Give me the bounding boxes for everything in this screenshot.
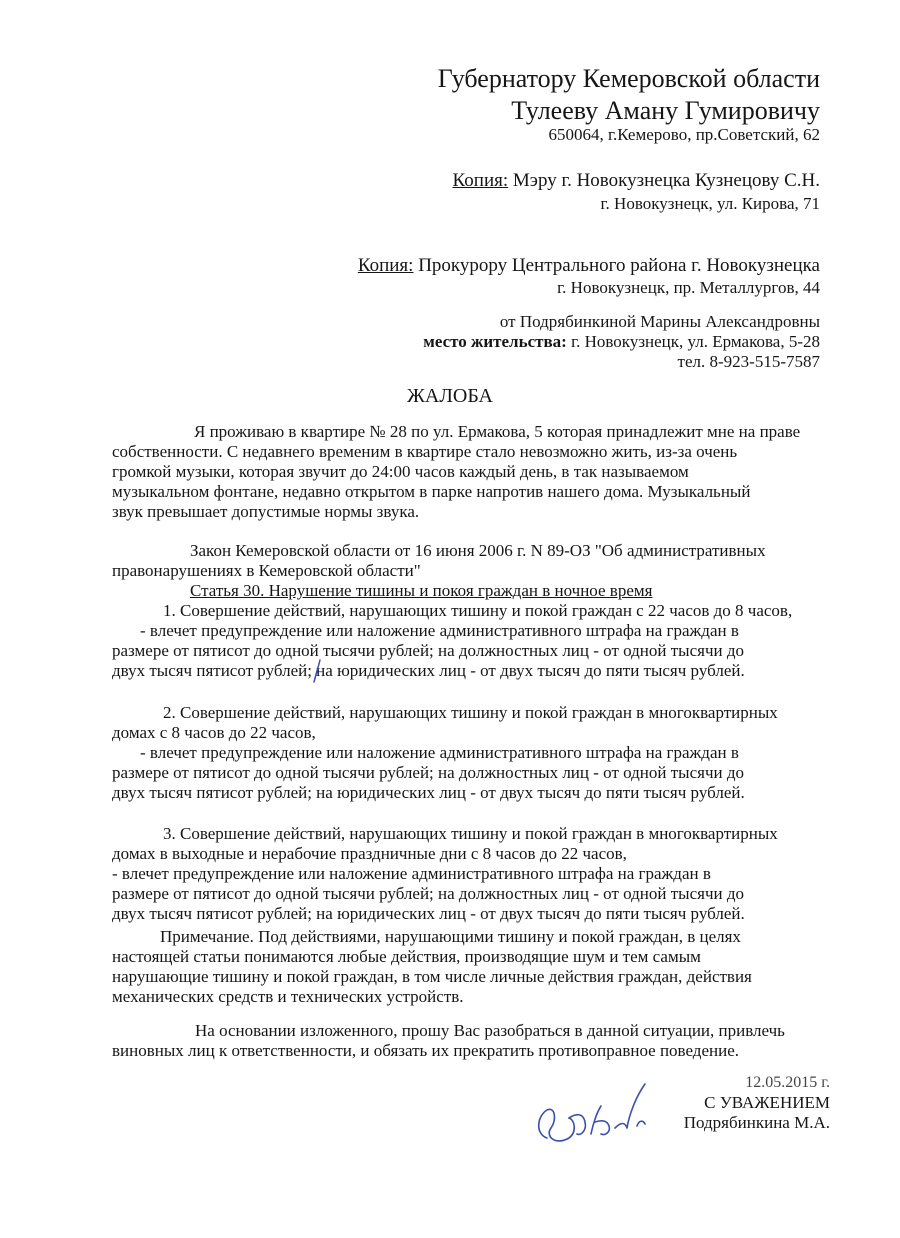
addressee-line1: Губернатору Кемеровской области (437, 64, 820, 93)
copy1-text: Мэру г. Новокузнецка Кузнецову С.Н. (508, 170, 820, 191)
request-line: На основании изложенного, прошу Вас разобраться в данной ситуации, привлечь (195, 1021, 785, 1040)
point1-line: - влечет предупреждение или наложение административного штрафа на граждан в (140, 621, 739, 640)
point1-line: 1. Совершение действий, нарушающих тишину и покой граждан с 22 часов до 8 часов, (163, 601, 793, 620)
paragraph1-line: звук превышает допустимые нормы звука. (112, 502, 420, 521)
signature-icon (525, 1076, 665, 1156)
paragraph1-line: музыкальном фонтане, недавно открытом в парке напротив нашего дома. Музыкальный (112, 482, 751, 501)
copy2-text: Прокурору Центрального района г. Новокузнецка (413, 255, 820, 276)
residence-line (423, 332, 820, 352)
note-line: механических средств и технических устройств. (112, 987, 464, 1006)
residence-text: г. Новокузнецк, ул. Ермакова, 5-28 (566, 332, 820, 351)
note-line: нарушающие тишину и покой граждан, в том числе личные действия граждан, действия (112, 967, 752, 986)
phone: тел. 8-923-515-7587 (677, 352, 820, 371)
signer-name: Подрябинкина М.А. (683, 1113, 830, 1132)
pen-mark-icon (310, 658, 324, 684)
law-line: правонарушениях в Кемеровской области" (112, 561, 421, 580)
point1-line: размере от пятисот до одной тысячи рублей; на должностных лиц - от одной тысячи до (112, 641, 744, 660)
point3-line: 3. Совершение действий, нарушающих тишину и покой граждан в многоквартирных (163, 824, 778, 843)
addressee-line2: Тулееву Аману Гумировичу (511, 96, 820, 125)
article-title: Статья 30. Нарушение тишины и покоя граждан в ночное время (190, 581, 653, 600)
copy2-address: г. Новокузнецк, пр. Металлургов, 44 (557, 278, 820, 297)
document-title: ЖАЛОБА (406, 385, 494, 407)
from-line: от Подрябинкиной Марины Александровны (499, 312, 820, 331)
point1-line: двух тысяч пятисот рублей; на юридических лиц - от двух тысяч до пяти тысяч рублей. (112, 661, 745, 680)
point2-line: домах с 8 часов до 22 часов, (112, 723, 316, 742)
law-line: Закон Кемеровской области от 16 июня 2006 г. N 89-ОЗ "Об административных (190, 541, 766, 560)
note-line: настоящей статьи понимаются любые действия, производящие шум и тем самым (112, 947, 701, 966)
residence-label: место жительства: (423, 332, 567, 351)
copy2-label: Копия: (357, 255, 414, 276)
paragraph1-line: громкой музыки, которая звучит до 24:00 часов каждый день, в так называемом (112, 462, 689, 481)
copy1-label: Копия: (452, 170, 509, 191)
paragraph1-line: собственности. С недавнего временим в квартире стало невозможно жить, из-за очень (112, 442, 738, 461)
point2-line: 2. Совершение действий, нарушающих тишину и покой граждан в многоквартирных (163, 703, 778, 722)
copy1-line (453, 170, 820, 192)
addressee-address: 650064, г.Кемерово, пр.Советский, 62 (548, 125, 820, 144)
point2-line: - влечет предупреждение или наложение административного штрафа на граждан в (140, 743, 739, 762)
request-line: виновных лиц к ответственности, и обязать их прекратить противоправное поведение. (112, 1041, 739, 1060)
point2-line: двух тысяч пятисот рублей; на юридических лиц - от двух тысяч до пяти тысяч рублей. (112, 783, 745, 802)
point3-line: размере от пятисот до одной тысячи рублей; на должностных лиц - от одной тысячи до (112, 884, 744, 903)
copy2-line (358, 255, 820, 277)
point2-line: размере от пятисот до одной тысячи рублей; на должностных лиц - от одной тысячи до (112, 763, 744, 782)
point3-line: - влечет предупреждение или наложение административного штрафа на граждан в (112, 864, 711, 883)
copy1-address: г. Новокузнецк, ул. Кирова, 71 (600, 194, 820, 213)
closing-phrase: С УВАЖЕНИЕМ (704, 1093, 830, 1112)
document-date: 12.05.2015 г. (745, 1074, 830, 1091)
paragraph1-line: Я проживаю в квартире № 28 по ул. Ермакова, 5 которая принадлежит мне на праве (194, 422, 801, 441)
point3-line: домах в выходные и нерабочие праздничные дни с 8 часов до 22 часов, (112, 844, 627, 863)
note-line: Примечание. Под действиями, нарушающими тишину и покой граждан, в целях (160, 927, 741, 946)
point3-line: двух тысяч пятисот рублей; на юридических лиц - от двух тысяч до пяти тысяч рублей. (112, 904, 745, 923)
